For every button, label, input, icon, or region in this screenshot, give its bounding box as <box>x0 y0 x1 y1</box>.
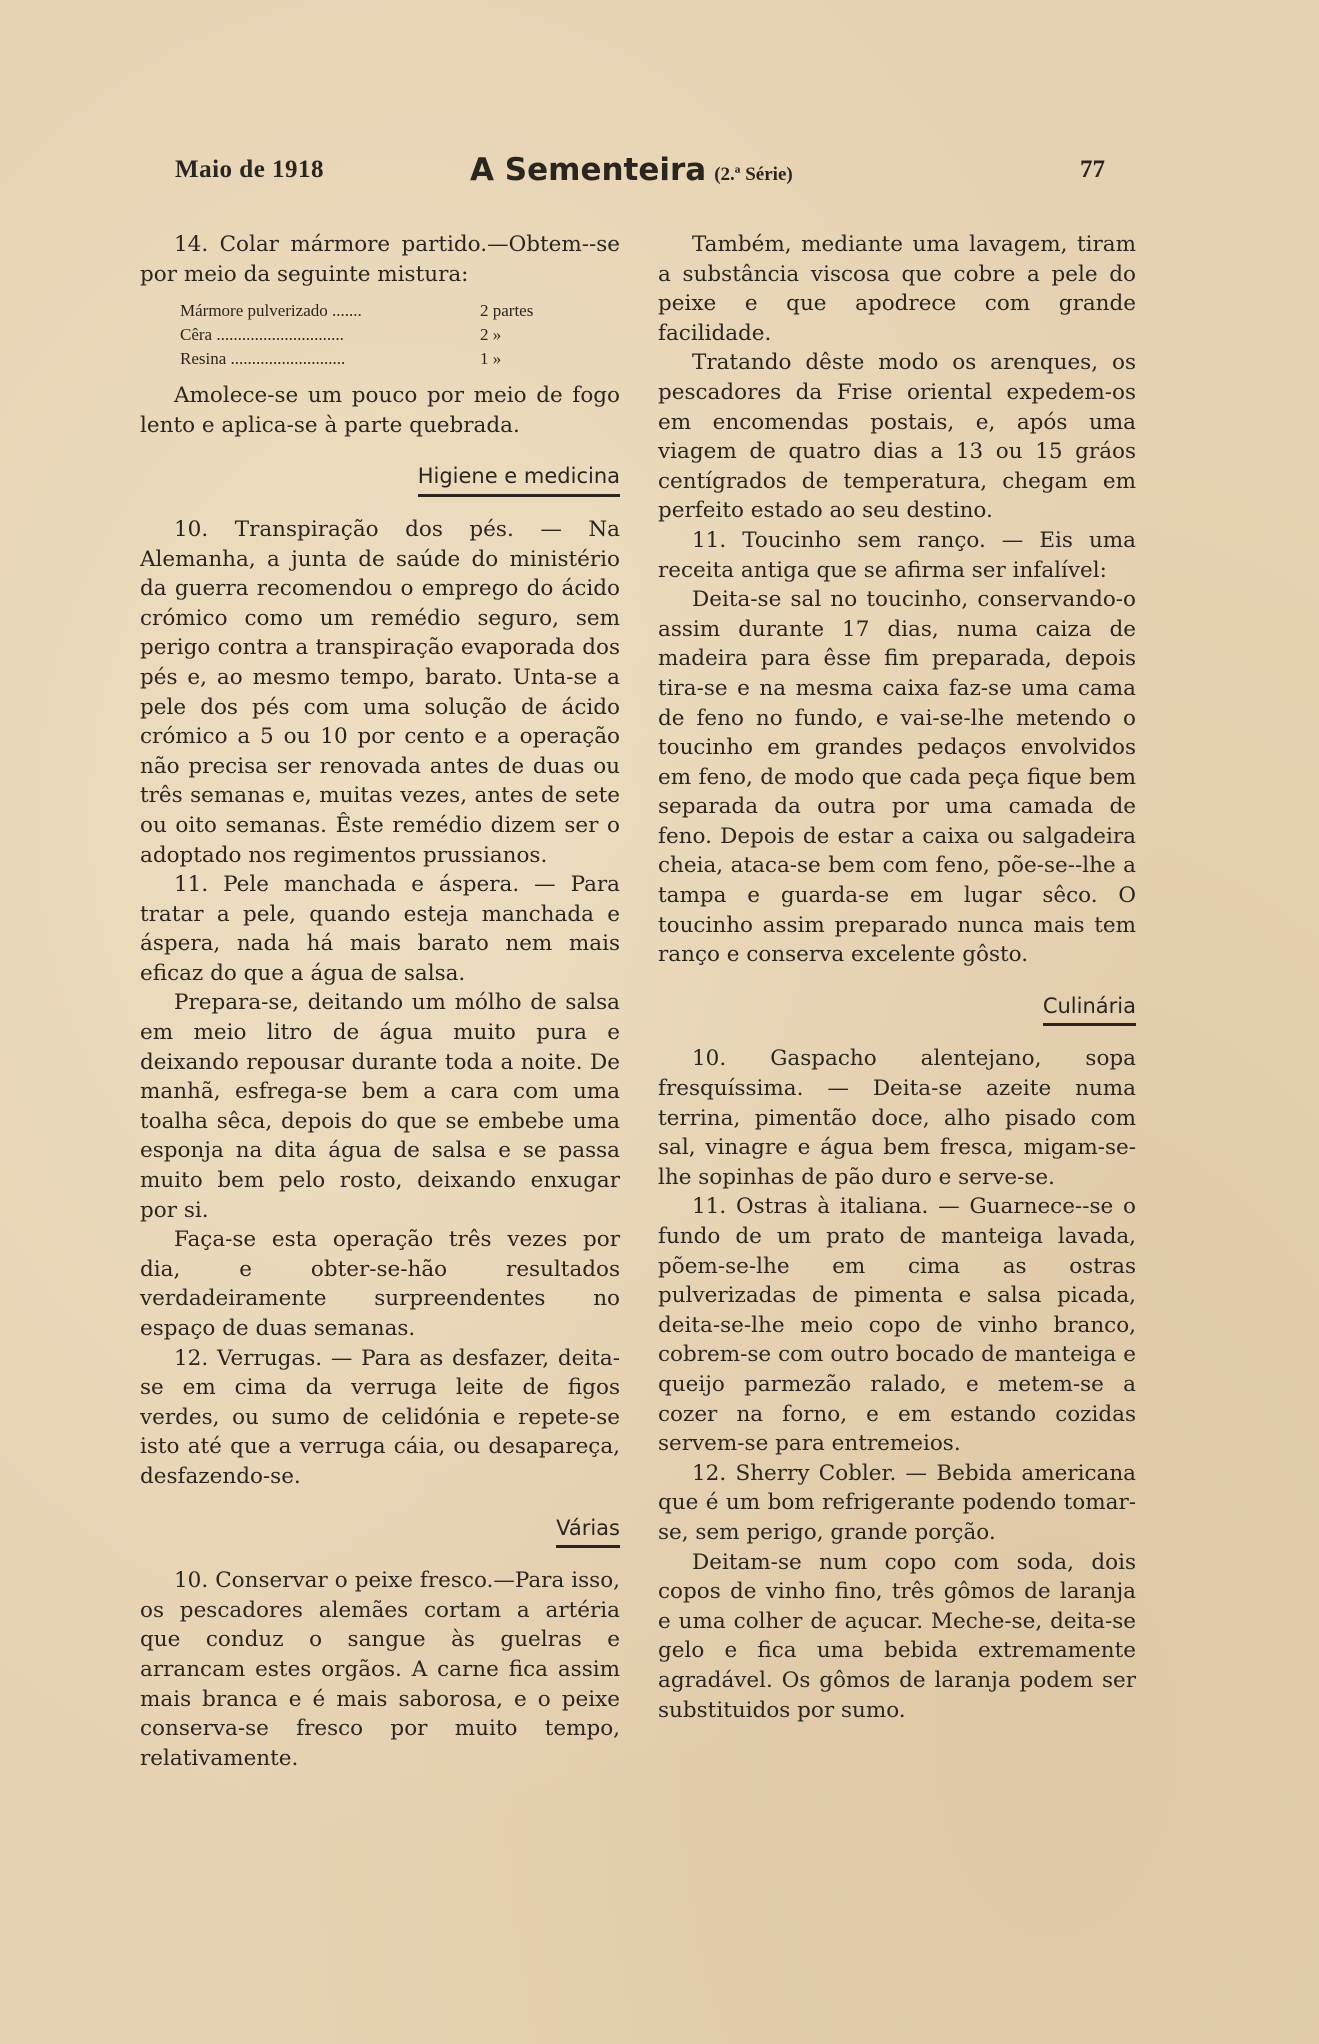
page-number: 77 <box>1080 156 1105 183</box>
item-11-toucinho: 11. Toucinho sem ranço. — Eis uma receita antiga que se afirma ser infalível: <box>658 527 1136 583</box>
item-14-instructions: Amolece-se um pouco por meio de fogo lento e aplica-se à parte quebrada. <box>140 383 620 438</box>
peixe-continued: Também, mediante uma lavagem, tiram a substância viscosa que cobre a pele do peixe e que apodrece com grande facilidade. <box>658 232 1136 346</box>
recipe-list <box>180 299 620 371</box>
item-11-pele: 11. Pele manchada e áspera. — Para tratar a pele, quando esteja manchada e áspera, nada há mais barato nem mais eficaz do que a água de salsa. <box>140 872 620 986</box>
recipe-row: Cêra .............................. 2 » <box>180 325 502 345</box>
item-12-sherry-method: Deitam-se num copo com soda, dois copos de vinho fino, três gômos de laranja e uma colher de açucar. Meche-se, deita-se gelo e fica uma bebida extremamente agradável. Os gômos de laranja podem ser substituidos por sumo. <box>658 1549 1136 1723</box>
item-10-transpiracao: 10. Transpiração dos pés. — Na Alemanha, a junta de saúde do ministério da guerra recomendou o emprego do ácido crómico como um remédio seguro, sem perigo contra a transpiração evaporada dos pés e, ao mesmo tempo, barato. Unta-se a pele dos pés com uma solução de ácido crómico a 5 ou 10 por cento e a operação não precisa ser renovada antes de duas ou três semanas e, muitas vezes, antes de sete ou oito semanas. Êste remédio dizem ser o adoptado nos regimentos prussianos. <box>140 516 620 868</box>
item-14-colar-marmore: 14. Colar mármore partido.—Obtem--se por meio da seguinte mistura: <box>140 232 620 287</box>
journal-title-text: A Sementeira <box>470 152 707 188</box>
issue-date: Maio de 1918 <box>175 156 325 183</box>
section-heading-culinaria: Culinária <box>658 992 1136 1027</box>
item-11-frequency: Faça-se esta operação três vezes por dia, e obter-se-hão resultados verdadeiramente surpreendentes no espaço de duas semanas. <box>140 1227 620 1341</box>
page-header <box>170 150 1105 200</box>
recipe-row: Resina ........................... 1 » <box>180 349 502 369</box>
recipe-row: Mármore pulverizado ....... 2 partes <box>180 301 534 321</box>
journal-title <box>470 152 793 188</box>
item-11-toucinho-method: Deita-se sal no toucinho, conservando-o assim durante 17 dias, numa caiza de madeira para êsse fim preparada, depois tira-se e na mesma caixa faz-se uma cama de feno no fundo, e vai-se-lhe metendo o toucinho em grandes pedaços envolvidos em feno, de modo que cada peça fique bem separada da outra por uma camada de feno. Depois de estar a caixa ou salgadeira cheia, ataca-se bem com feno, põe-se--lhe a tampa e guarda-se em lugar sêco. O toucinho assim preparado nunca mais tem ranço e conserva excelente gôsto. <box>658 587 1136 968</box>
right-column <box>658 230 1136 1725</box>
peixe-arenques: Tratando dêste modo os arenques, os pescadores da Frise oriental expedem-os em encomendas postais, e, após uma viagem de quatro dias a 13 ou 15 gráos centígrados de temperatura, chegam em perfeito estado ao seu destino. <box>658 350 1136 524</box>
item-12-verrugas: 12. Verrugas. — Para as desfazer, deita-se em cima da verruga leite de figos verdes, ou sumo de celidónia e repete-se isto até que a verruga cáia, ou desapareça, desfazendo-se. <box>140 1345 620 1489</box>
left-column <box>140 230 620 1773</box>
section-heading-higiene: Higiene e medicina <box>140 462 620 497</box>
section-heading-varias: Várias <box>140 1514 620 1549</box>
item-12-sherry-cobler: 12. Sherry Cobler. — Bebida americana que é um bom refrigerante podendo tomar-se, sem perigo, grande porção. <box>658 1460 1136 1545</box>
series-label: (2.ª Série) <box>714 164 793 185</box>
item-11-preparation: Prepara-se, deitando um mólho de salsa em meio litro de água muito pura e deixando repousar durante toda a noite. De manhã, esfrega-se bem a cara com uma toalha sêca, depois do que se embebe uma esponja na dita água de salsa e se passa muito bem pelo rosto, deixando enxugar por si. <box>140 990 620 1223</box>
item-10-peixe: 10. Conservar o peixe fresco.—Para isso, os pescadores alemães cortam a artéria que conduz o sangue às guelras e arrancam estes orgãos. A carne fica assim mais branca e é mais saborosa, e o peixe conserva-se fresco por muito tempo, relativamente. <box>140 1568 620 1771</box>
item-10-gaspacho: 10. Gaspacho alentejano, sopa fresquíssima. — Deita-se azeite numa terrina, pimentão doce, alho pisado com sal, vinagre e água bem fresca, migam-se-lhe sopinhas de pão duro e serve-se. <box>658 1046 1136 1190</box>
item-11-ostras: 11. Ostras à italiana. — Guarnece--se o fundo de um prato de manteiga lavada, põem-se-lhe em cima as ostras pulverizadas de pimenta e salsa picada, deita-se-lhe meio copo de vinho branco, cobrem-se com outro bocado de manteiga e queijo parmezão ralado, e metem-se a cozer na forno, e em estando cozidas servem-se para entremeios. <box>658 1194 1136 1457</box>
